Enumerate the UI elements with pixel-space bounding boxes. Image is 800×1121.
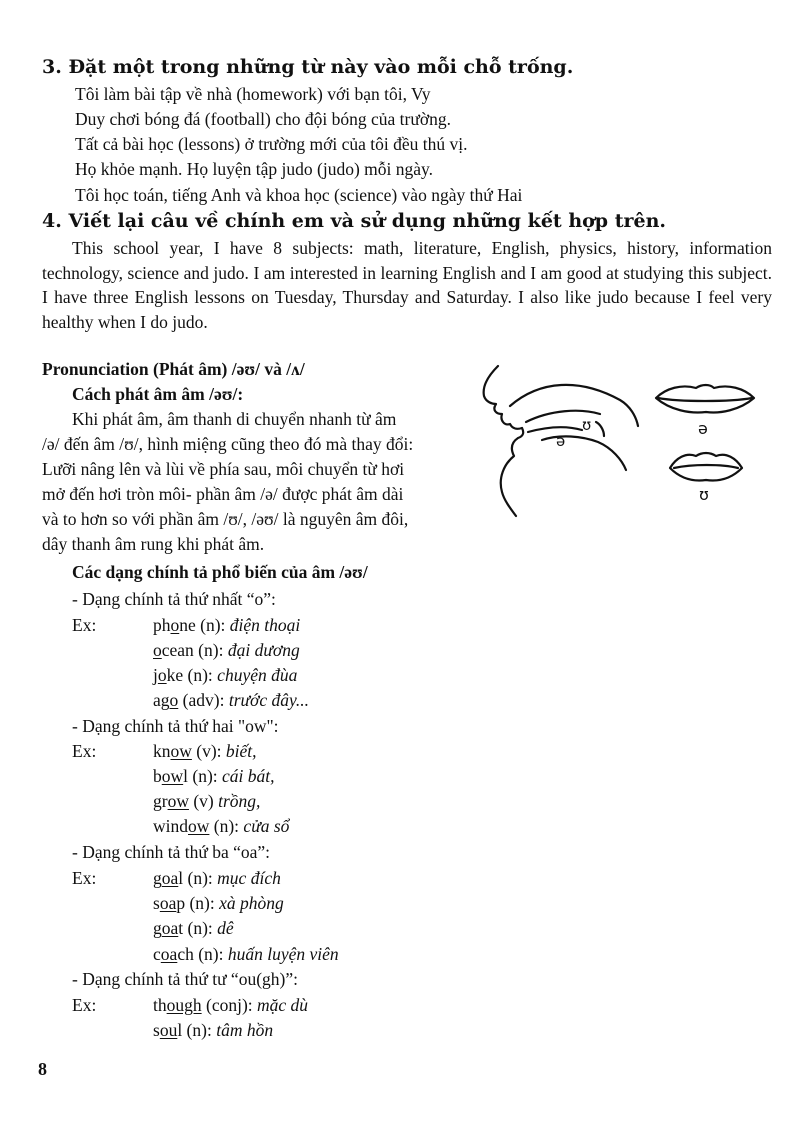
pronunciation-text-line: Khi phát âm, âm thanh di chuyển nhanh từ âm <box>72 409 397 429</box>
example-word: joke (n): chuyện đùa <box>153 665 298 685</box>
inner-schwa-label: ə <box>556 432 566 450</box>
example-word: ago (adv): trước đây... <box>153 690 309 710</box>
pronunciation-text-line: /ə/ đến âm /ʊ/, hình miệng cũng theo đó mà thay đổi: <box>42 434 414 454</box>
example-word: coach (n): huấn luyện viên <box>153 944 339 964</box>
exercise-3-line: Tất cả bài học (lessons) ở trường mới của tôi đều thú vị. <box>75 134 468 154</box>
example-word: ocean (n): đại dương <box>153 640 300 660</box>
inner-u-label: ʊ <box>582 416 592 434</box>
spelling-group-label: - Dạng chính tả thứ nhất “o”: <box>72 589 276 609</box>
ex-label: Ex: <box>72 741 97 761</box>
exercise-3-line: Tôi học toán, tiếng Anh và khoa học (science) vào ngày thứ Hai <box>75 185 523 205</box>
exercise-3-line: Họ khỏe mạnh. Họ luyện tập judo (judo) mỗi ngày. <box>75 159 434 179</box>
example-word: know (v): biết, <box>153 741 257 761</box>
example-word: goal (n): mục đích <box>153 868 281 888</box>
example-word: soul (n): tâm hồn <box>153 1020 274 1040</box>
ex-label: Ex: <box>72 615 97 635</box>
exercise-3-line: Duy chơi bóng đá (football) cho đội bóng của trường. <box>75 109 451 129</box>
example-word: window (n): cửa sổ <box>153 816 290 836</box>
ex-label: Ex: <box>72 995 97 1015</box>
exercise-3-heading: 3. Đặt một trong những từ này vào mỗi chỗ trống. <box>42 56 574 78</box>
lips-schwa-label: ə <box>698 419 708 438</box>
example-word: goat (n): dê <box>153 918 234 938</box>
mouth-diagram <box>470 360 770 520</box>
example-word: though (conj): mặc dù <box>153 995 309 1015</box>
pronunciation-text-line: dây thanh âm rung khi phát âm. <box>42 534 265 554</box>
page-number: 8 <box>38 1059 47 1079</box>
example-word: grow (v) trồng, <box>153 791 261 811</box>
pronunciation-text-line: mở đến hơi tròn môi- phần âm /ə/ được phát âm dài <box>42 484 404 504</box>
example-word: soap (n): xà phòng <box>153 893 284 913</box>
exercise-3-line: Tôi làm bài tập về nhà (homework) với bạn tôi, Vy <box>75 84 431 104</box>
spelling-group-label: - Dạng chính tả thứ ba “oa”: <box>72 842 271 862</box>
pronunciation-title: Pronunciation (Phát âm) /əʊ/ và /ʌ/ <box>42 359 305 379</box>
example-word: phone (n): điện thoại <box>153 615 301 635</box>
lips-u-label: ʊ <box>699 485 709 504</box>
spellings-title: Các dạng chính tả phổ biến của âm /əʊ/ <box>72 562 368 582</box>
pronunciation-text-line: và to hơn so với phần âm /ʊ/, /əʊ/ là nguyên âm đôi, <box>42 509 409 529</box>
pronunciation-subtitle: Cách phát âm âm /əʊ/: <box>72 384 244 404</box>
spelling-group-label: - Dạng chính tả thứ hai "ow": <box>72 716 279 736</box>
example-word: bowl (n): cái bát, <box>153 766 275 786</box>
spelling-group-label: - Dạng chính tả thứ tư “ou(gh)”: <box>72 969 298 989</box>
pronunciation-text-line: Lưỡi nâng lên và lùi về phía sau, môi chuyển từ hơi <box>42 459 405 479</box>
exercise-4-paragraph: This school year, I have 8 subjects: math, literature, English, physics, history, information technology, science and judo. I am interested in learning English and I am good at studying this subject. I have three English lessons on Tuesday, Thursday and Saturday. I also like judo because I feel very healthy when I do judo. <box>42 238 772 332</box>
exercise-4-heading: 4. Viết lại câu về chính em và sử dụng những kết hợp trên. <box>42 210 667 232</box>
face-profile-icon <box>484 366 522 429</box>
ex-label: Ex: <box>72 868 97 888</box>
